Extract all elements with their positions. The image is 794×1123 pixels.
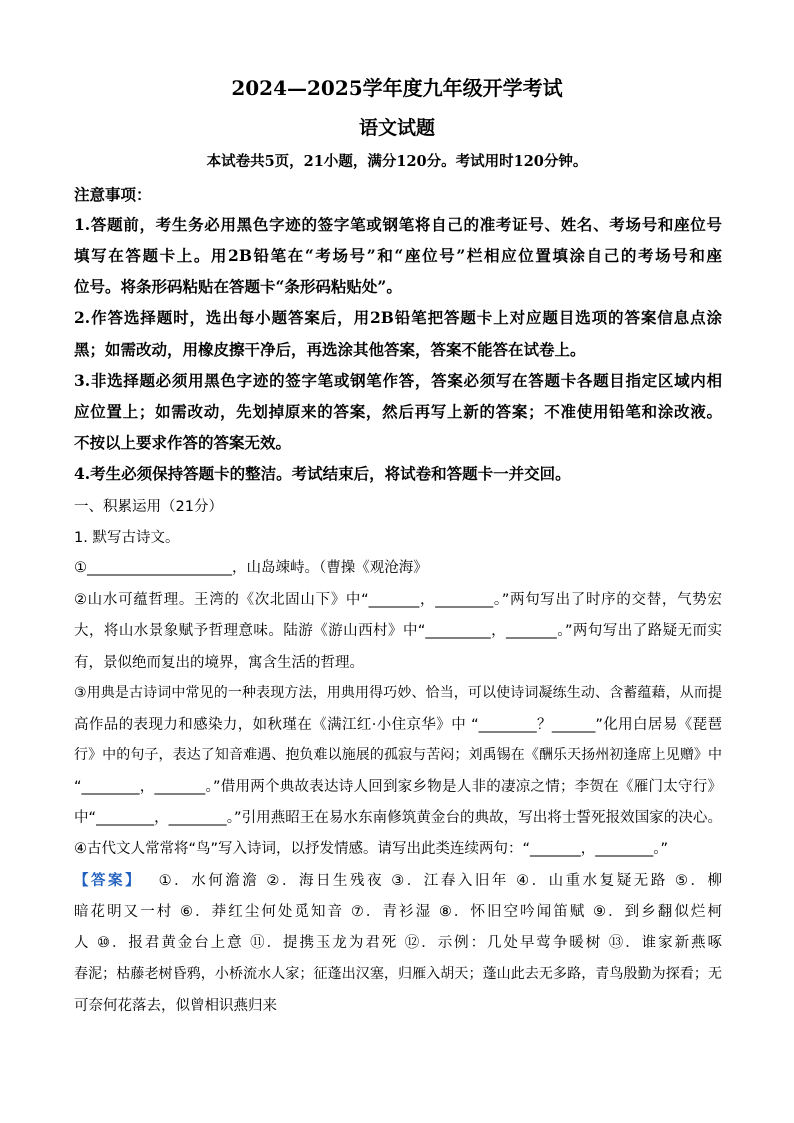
answer-label: 【答案】 <box>74 873 143 889</box>
answer-line: 暗花明又一村 ⑥．莽红尘何处觅知音 ⑦．青衫湿 ⑧．怀旧空吟闻笛赋 ⑨．到乡翻似烂柯 <box>74 904 722 920</box>
question-line: ①____________________，山岛竦峙。（曹操《观沧海》 <box>74 560 428 576</box>
answer-line: 人 ⑩．报君黄金台上意 ⑪．提携玉龙为君死 ⑫．示例：几处早莺争暖树 ⑬．谁家新燕啄 <box>74 935 722 951</box>
question-line: 大，将山水景象赋予哲理意味。陆游《游山西村》中“_________，_______。”两句写出了路疑无而实 <box>74 623 722 639</box>
question-line: 高作品的表现力和感染力，如秋瑾在《满江红·小住京华》中 “________？______”化用白居易《琵琶 <box>74 717 722 733</box>
notes-line: 4.考生必须保持答题卡的整洁。考试结束后，将试卷和答题卡一并交回。 <box>74 464 571 483</box>
question-line: “________，_______。”借用两个典故表达诗人回到家乡物是人非的凄凉之情；李贺在《雁门太守行》 <box>74 779 722 795</box>
answer-line: 可奈何花落去，似曾相识燕归来 <box>74 998 277 1014</box>
question-line: 有，景似绝而复出的境界，寓含生活的哲理。 <box>74 655 364 671</box>
notes-line: 1.答题前，考生务必用黑色字迹的签字笔或钢笔将自己的准考证号、姓名、考场号和座位号 <box>74 215 722 234</box>
question-line: ④古代文人常常将“鸟”写入诗词，以抒发情感。请写出此类连续两句：“_______，________。” <box>74 841 669 857</box>
notes-line: 应位置上；如需改动，先划掉原来的答案，然后再写上新的答案；不准使用铅笔和涂改液。 <box>74 402 722 421</box>
answer-line <box>74 869 722 890</box>
notes-line: 3.非选择题必须用黑色字迹的签字笔或钢笔作答，答案必须写在答题卡各题目指定区域内相 <box>74 371 722 390</box>
notes-line: 2.作答选择题时，选出每小题答案后，用2B铅笔把答题卡上对应题目选项的答案信息点涂 <box>74 308 722 327</box>
notes-line: 不按以上要求作答的答案无效。 <box>74 433 292 452</box>
answer-line: 春泥；枯藤老树昏鸦，小桥流水人家；征蓬出汉塞，归雁入胡天；蓬山此去无多路，青鸟殷勤为探看；无 <box>74 966 722 982</box>
notes-line: 位号。将条形码粘贴在答题卡“条形码粘贴处”。 <box>74 277 402 296</box>
question-line: ③用典是古诗词中常见的一种表现方法，用典用得巧妙、恰当，可以使诗词凝练生动、含蓄蕴藉，从而提 <box>74 685 722 701</box>
section-heading: 一、积累运用（21分） <box>74 499 223 515</box>
subject-title: 语文试题 <box>358 117 435 139</box>
question-line: 中“________，________。”引用燕昭王在易水东南修筑黄金台的典故，写出将士誓死报效国家的决心。 <box>74 810 722 826</box>
answer-text: ①．水何澹澹 ②．海日生残夜 ③．江春入旧年 ④．山重水复疑无路 ⑤．柳 <box>156 873 722 889</box>
notes-line: 黑；如需改动，用橡皮擦干净后，再选涂其他答案，答案不能答在试卷上。 <box>74 340 586 359</box>
exam-info: 本试卷共5页，21小题，满分120分。考试用时120分钟。 <box>206 153 588 170</box>
question-line: 行》中的句子，表达了知音难遇、抱负难以施展的孤寂与苦闷；刘禹锡在《酬乐天扬州初逢席上见赠》中 <box>74 747 722 763</box>
question-title: 1. 默写古诗文。 <box>74 530 180 546</box>
notes-line: 填写在答题卡上。用2B铅笔在“考场号”和“座位号”栏相应位置填涂自己的考场号和座 <box>74 246 722 265</box>
question-line: ②山水可蕴哲理。王湾的《次北固山下》中“_______，________。”两句写出了时序的交替，气势宏 <box>74 592 722 608</box>
notes-heading: 注意事项： <box>74 185 152 204</box>
exam-title: 2024—2025学年度九年级开学考试 <box>231 76 563 100</box>
